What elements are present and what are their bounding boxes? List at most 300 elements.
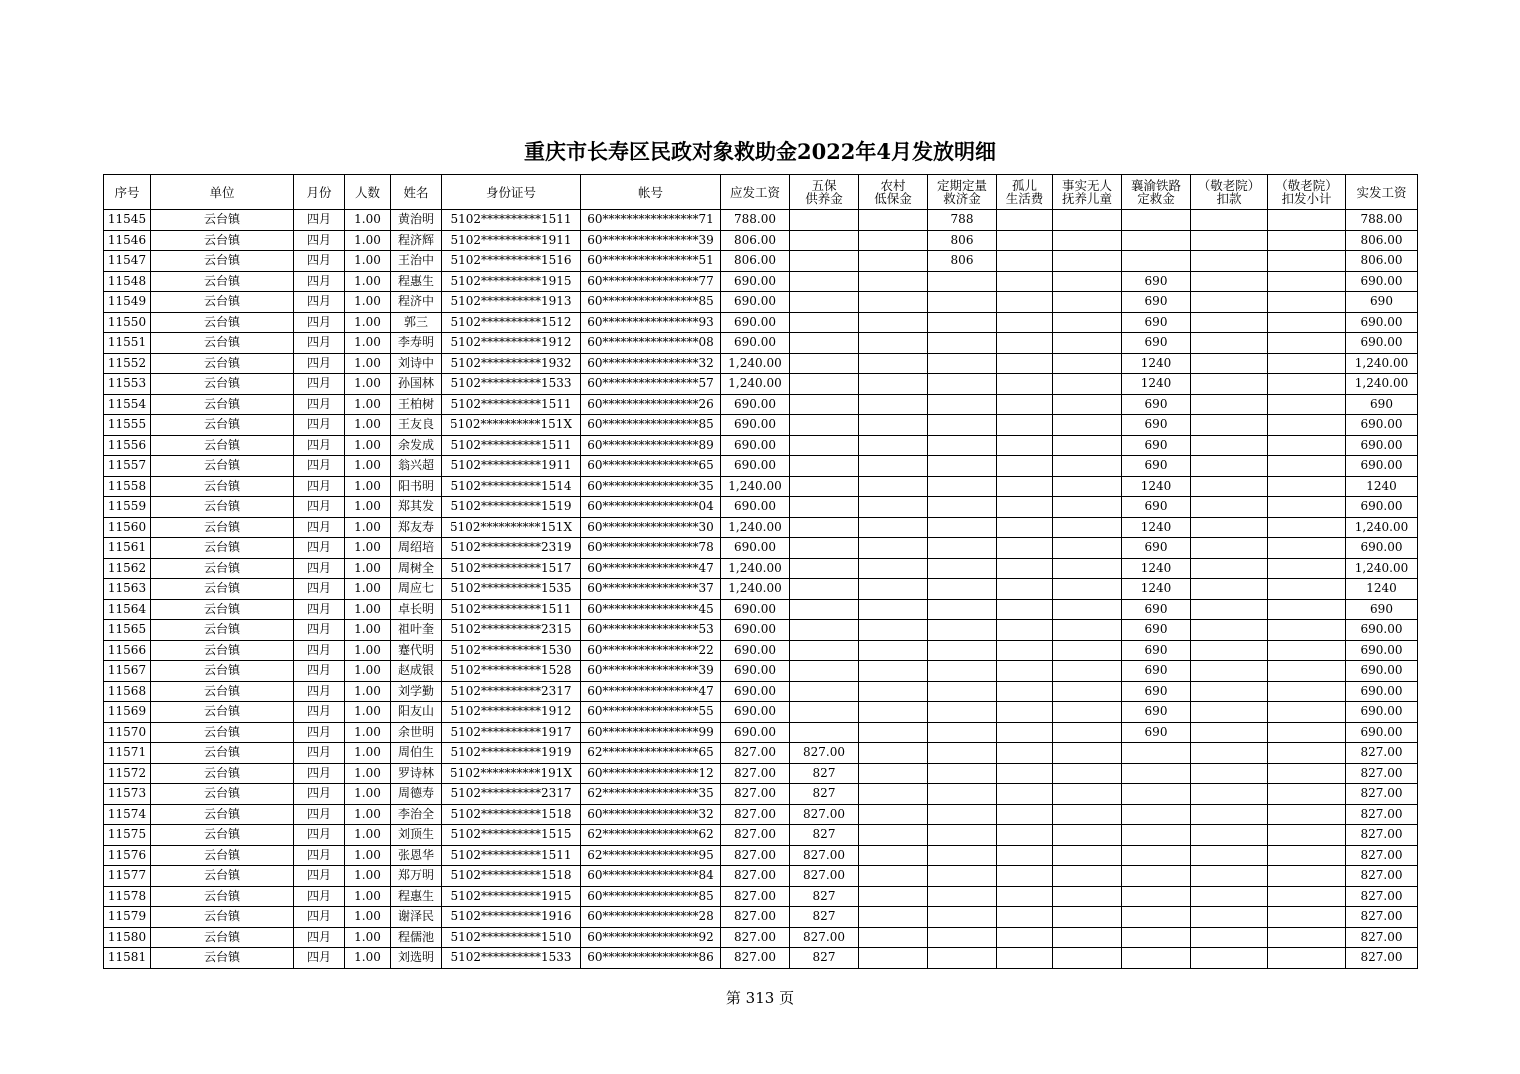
cell-account: 62****************62 [581, 825, 721, 846]
table-row [104, 456, 1418, 477]
cell-account: 60****************30 [581, 517, 721, 538]
cell-month: 四月 [294, 538, 345, 559]
cell-guer [997, 722, 1053, 743]
cell-seq: 11554 [104, 394, 151, 415]
cell-guer [997, 517, 1053, 538]
cell-unit: 云台镇 [151, 415, 294, 436]
cell-account: 60****************85 [581, 886, 721, 907]
cell-jlykk [1191, 661, 1268, 682]
cell-payable: 806.00 [721, 230, 790, 251]
cell-jlykk [1191, 866, 1268, 887]
cell-dibao [859, 497, 928, 518]
column-header-label: 身份证号 [485, 184, 536, 200]
cell-unit: 云台镇 [151, 435, 294, 456]
cell-people: 1.00 [345, 948, 391, 969]
cell-jlykk [1191, 456, 1268, 477]
cell-wubao [790, 476, 859, 497]
cell-payable: 690.00 [721, 312, 790, 333]
cell-actual: 1240 [1346, 476, 1418, 497]
table-row [104, 620, 1418, 641]
cell-payable: 1,240.00 [721, 579, 790, 600]
cell-wubao: 827 [790, 907, 859, 928]
cell-dingqi [928, 271, 997, 292]
table-row [104, 353, 1418, 374]
column-header-jlyxj [1268, 175, 1346, 210]
cell-shishi [1053, 353, 1122, 374]
cell-dibao [859, 210, 928, 231]
table-row [104, 394, 1418, 415]
cell-jlykk [1191, 927, 1268, 948]
cell-jlyxj [1268, 558, 1346, 579]
cell-account: 60****************85 [581, 415, 721, 436]
cell-account: 60****************22 [581, 640, 721, 661]
cell-seq: 11566 [104, 640, 151, 661]
column-header-label: （敬老院） [1275, 178, 1338, 193]
cell-name: 黄治明 [391, 210, 442, 231]
cell-dibao [859, 333, 928, 354]
cell-shishi [1053, 312, 1122, 333]
cell-account: 60****************37 [581, 579, 721, 600]
cell-account: 60****************45 [581, 599, 721, 620]
cell-dingqi [928, 517, 997, 538]
cell-seq: 11551 [104, 333, 151, 354]
cell-actual: 827.00 [1346, 845, 1418, 866]
cell-jlykk [1191, 620, 1268, 641]
cell-seq: 11560 [104, 517, 151, 538]
table-row [104, 722, 1418, 743]
cell-wubao [790, 210, 859, 231]
column-header-label: 农村 [880, 178, 906, 193]
cell-jlyxj [1268, 497, 1346, 518]
cell-seq: 11553 [104, 374, 151, 395]
cell-dingqi [928, 599, 997, 620]
cell-account: 60****************57 [581, 374, 721, 395]
cell-dibao [859, 579, 928, 600]
cell-payable: 690.00 [721, 497, 790, 518]
cell-unit: 云台镇 [151, 210, 294, 231]
cell-id: 5102**********1516 [442, 251, 581, 272]
cell-actual: 690.00 [1346, 312, 1418, 333]
cell-actual: 1240 [1346, 579, 1418, 600]
cell-wubao [790, 681, 859, 702]
cell-xiangyu [1122, 251, 1191, 272]
cell-guer [997, 620, 1053, 641]
cell-wubao [790, 538, 859, 559]
cell-shishi [1053, 271, 1122, 292]
cell-payable: 690.00 [721, 415, 790, 436]
cell-shishi [1053, 415, 1122, 436]
cell-jlykk [1191, 722, 1268, 743]
cell-dingqi [928, 743, 997, 764]
cell-seq: 11578 [104, 886, 151, 907]
cell-payable: 827.00 [721, 804, 790, 825]
cell-unit: 云台镇 [151, 640, 294, 661]
cell-xiangyu: 690 [1122, 620, 1191, 641]
cell-payable: 690.00 [721, 435, 790, 456]
cell-xiangyu [1122, 845, 1191, 866]
cell-id: 5102**********1915 [442, 886, 581, 907]
cell-dingqi: 788 [928, 210, 997, 231]
cell-shishi [1053, 845, 1122, 866]
cell-account: 60****************35 [581, 476, 721, 497]
cell-wubao [790, 374, 859, 395]
cell-actual: 1,240.00 [1346, 353, 1418, 374]
cell-wubao [790, 620, 859, 641]
cell-xiangyu: 690 [1122, 661, 1191, 682]
cell-xiangyu [1122, 784, 1191, 805]
column-header-dibao [859, 175, 928, 210]
cell-wubao [790, 292, 859, 313]
cell-actual: 827.00 [1346, 886, 1418, 907]
cell-month: 四月 [294, 661, 345, 682]
cell-jlyxj [1268, 210, 1346, 231]
cell-seq: 11581 [104, 948, 151, 969]
cell-dingqi [928, 456, 997, 477]
cell-guer [997, 907, 1053, 928]
cell-guer [997, 538, 1053, 559]
table-row [104, 866, 1418, 887]
cell-jlyxj [1268, 845, 1346, 866]
cell-month: 四月 [294, 907, 345, 928]
cell-jlyxj [1268, 271, 1346, 292]
cell-seq: 11576 [104, 845, 151, 866]
cell-seq: 11557 [104, 456, 151, 477]
table-row [104, 558, 1418, 579]
cell-guer [997, 661, 1053, 682]
cell-name: 祖叶奎 [391, 620, 442, 641]
cell-wubao: 827.00 [790, 927, 859, 948]
table-row [104, 640, 1418, 661]
cell-shishi [1053, 948, 1122, 969]
cell-jlykk [1191, 804, 1268, 825]
column-header-label: 人数 [354, 184, 380, 200]
cell-actual: 690 [1346, 292, 1418, 313]
cell-seq: 11577 [104, 866, 151, 887]
cell-seq: 11552 [104, 353, 151, 374]
cell-jlykk [1191, 497, 1268, 518]
cell-dibao [859, 292, 928, 313]
cell-jlykk [1191, 558, 1268, 579]
cell-month: 四月 [294, 456, 345, 477]
cell-people: 1.00 [345, 784, 391, 805]
cell-unit: 云台镇 [151, 661, 294, 682]
cell-account: 60****************39 [581, 230, 721, 251]
cell-xiangyu [1122, 886, 1191, 907]
cell-xiangyu [1122, 230, 1191, 251]
cell-jlyxj [1268, 415, 1346, 436]
cell-seq: 11569 [104, 702, 151, 723]
cell-wubao [790, 435, 859, 456]
table-row [104, 435, 1418, 456]
cell-dibao [859, 702, 928, 723]
cell-dibao [859, 927, 928, 948]
cell-actual: 827.00 [1346, 866, 1418, 887]
cell-name: 罗诗林 [391, 763, 442, 784]
cell-unit: 云台镇 [151, 497, 294, 518]
cell-actual: 827.00 [1346, 804, 1418, 825]
cell-shishi [1053, 702, 1122, 723]
cell-people: 1.00 [345, 722, 391, 743]
cell-id: 5102**********1511 [442, 435, 581, 456]
column-header-sublabel: 救济金 [943, 191, 981, 206]
cell-account: 60****************89 [581, 435, 721, 456]
cell-jlyxj [1268, 374, 1346, 395]
cell-dibao [859, 948, 928, 969]
table-row [104, 927, 1418, 948]
cell-guer [997, 825, 1053, 846]
cell-month: 四月 [294, 620, 345, 641]
cell-name: 刘选明 [391, 948, 442, 969]
cell-name: 刘顶生 [391, 825, 442, 846]
cell-seq: 11558 [104, 476, 151, 497]
cell-people: 1.00 [345, 210, 391, 231]
cell-guer [997, 927, 1053, 948]
payment-table [103, 174, 1418, 969]
cell-jlykk [1191, 948, 1268, 969]
cell-unit: 云台镇 [151, 312, 294, 333]
cell-guer [997, 681, 1053, 702]
cell-account: 60****************99 [581, 722, 721, 743]
cell-jlykk [1191, 845, 1268, 866]
table-row [104, 374, 1418, 395]
cell-month: 四月 [294, 415, 345, 436]
cell-people: 1.00 [345, 497, 391, 518]
cell-account: 60****************39 [581, 661, 721, 682]
column-header-label: 月份 [306, 184, 332, 200]
cell-actual: 1,240.00 [1346, 517, 1418, 538]
cell-payable: 827.00 [721, 743, 790, 764]
cell-payable: 827.00 [721, 907, 790, 928]
cell-shishi [1053, 435, 1122, 456]
cell-guer [997, 845, 1053, 866]
cell-jlykk [1191, 292, 1268, 313]
cell-xiangyu [1122, 866, 1191, 887]
cell-guer [997, 394, 1053, 415]
cell-xiangyu [1122, 804, 1191, 825]
cell-jlyxj [1268, 661, 1346, 682]
cell-seq: 11575 [104, 825, 151, 846]
cell-month: 四月 [294, 558, 345, 579]
cell-month: 四月 [294, 640, 345, 661]
cell-jlykk [1191, 743, 1268, 764]
cell-dingqi [928, 435, 997, 456]
cell-guer [997, 333, 1053, 354]
cell-wubao [790, 599, 859, 620]
cell-name: 余发成 [391, 435, 442, 456]
cell-dingqi [928, 312, 997, 333]
cell-jlyxj [1268, 435, 1346, 456]
cell-xiangyu: 1240 [1122, 579, 1191, 600]
cell-actual: 690.00 [1346, 702, 1418, 723]
cell-wubao [790, 353, 859, 374]
cell-name: 郑其发 [391, 497, 442, 518]
cell-people: 1.00 [345, 538, 391, 559]
cell-dibao [859, 230, 928, 251]
cell-people: 1.00 [345, 579, 391, 600]
cell-id: 5102**********1912 [442, 333, 581, 354]
cell-unit: 云台镇 [151, 599, 294, 620]
cell-name: 周应七 [391, 579, 442, 600]
cell-wubao [790, 230, 859, 251]
cell-seq: 11570 [104, 722, 151, 743]
cell-xiangyu: 690 [1122, 456, 1191, 477]
cell-people: 1.00 [345, 661, 391, 682]
cell-payable: 690.00 [721, 702, 790, 723]
cell-id: 5102**********1511 [442, 845, 581, 866]
cell-people: 1.00 [345, 435, 391, 456]
cell-wubao [790, 497, 859, 518]
cell-shishi [1053, 579, 1122, 600]
cell-month: 四月 [294, 927, 345, 948]
cell-id: 5102**********1932 [442, 353, 581, 374]
cell-id: 5102**********1511 [442, 599, 581, 620]
cell-actual: 827.00 [1346, 907, 1418, 928]
cell-dibao [859, 681, 928, 702]
table-row [104, 476, 1418, 497]
cell-people: 1.00 [345, 353, 391, 374]
cell-jlykk [1191, 907, 1268, 928]
cell-actual: 806.00 [1346, 230, 1418, 251]
cell-jlykk [1191, 230, 1268, 251]
cell-jlyxj [1268, 353, 1346, 374]
cell-people: 1.00 [345, 886, 391, 907]
cell-account: 60****************04 [581, 497, 721, 518]
cell-guer [997, 497, 1053, 518]
cell-name: 郑万明 [391, 866, 442, 887]
column-header-sublabel: 抚养儿童 [1061, 191, 1112, 206]
cell-unit: 云台镇 [151, 763, 294, 784]
cell-name: 李寿明 [391, 333, 442, 354]
cell-xiangyu [1122, 210, 1191, 231]
cell-people: 1.00 [345, 702, 391, 723]
cell-unit: 云台镇 [151, 251, 294, 272]
cell-actual: 827.00 [1346, 927, 1418, 948]
cell-account: 60****************93 [581, 312, 721, 333]
cell-guer [997, 210, 1053, 231]
cell-people: 1.00 [345, 292, 391, 313]
table-row [104, 845, 1418, 866]
cell-month: 四月 [294, 743, 345, 764]
cell-xiangyu: 1240 [1122, 558, 1191, 579]
cell-seq: 11548 [104, 271, 151, 292]
cell-id: 5102**********1919 [442, 743, 581, 764]
cell-account: 60****************51 [581, 251, 721, 272]
column-header-wubao [790, 175, 859, 210]
cell-jlyxj [1268, 230, 1346, 251]
cell-xiangyu: 690 [1122, 640, 1191, 661]
cell-payable: 827.00 [721, 845, 790, 866]
cell-seq: 11573 [104, 784, 151, 805]
cell-seq: 11550 [104, 312, 151, 333]
cell-unit: 云台镇 [151, 394, 294, 415]
cell-xiangyu: 1240 [1122, 476, 1191, 497]
cell-payable: 690.00 [721, 292, 790, 313]
cell-actual: 827.00 [1346, 784, 1418, 805]
cell-unit: 云台镇 [151, 866, 294, 887]
cell-xiangyu: 690 [1122, 333, 1191, 354]
cell-guer [997, 579, 1053, 600]
cell-jlyxj [1268, 476, 1346, 497]
column-header-sublabel: 定救金 [1137, 191, 1175, 206]
cell-dingqi [928, 702, 997, 723]
table-row [104, 415, 1418, 436]
cell-people: 1.00 [345, 476, 391, 497]
cell-xiangyu [1122, 907, 1191, 928]
cell-guer [997, 702, 1053, 723]
cell-month: 四月 [294, 210, 345, 231]
cell-wubao [790, 456, 859, 477]
cell-wubao [790, 251, 859, 272]
cell-id: 5102**********1528 [442, 661, 581, 682]
cell-month: 四月 [294, 292, 345, 313]
cell-dingqi [928, 292, 997, 313]
cell-wubao [790, 558, 859, 579]
cell-xiangyu: 1240 [1122, 517, 1191, 538]
cell-jlykk [1191, 517, 1268, 538]
cell-name: 程惠生 [391, 886, 442, 907]
cell-account: 60****************65 [581, 456, 721, 477]
cell-seq: 11580 [104, 927, 151, 948]
cell-people: 1.00 [345, 251, 391, 272]
cell-id: 5102**********1916 [442, 907, 581, 928]
cell-seq: 11555 [104, 415, 151, 436]
cell-guer [997, 866, 1053, 887]
cell-people: 1.00 [345, 312, 391, 333]
cell-wubao [790, 312, 859, 333]
cell-jlyxj [1268, 312, 1346, 333]
cell-account: 60****************84 [581, 866, 721, 887]
cell-payable: 1,240.00 [721, 374, 790, 395]
cell-dibao [859, 394, 928, 415]
cell-xiangyu: 690 [1122, 292, 1191, 313]
cell-xiangyu: 690 [1122, 435, 1191, 456]
cell-people: 1.00 [345, 517, 391, 538]
column-header-unit [151, 175, 294, 210]
cell-payable: 788.00 [721, 210, 790, 231]
cell-actual: 690 [1346, 599, 1418, 620]
cell-xiangyu [1122, 763, 1191, 784]
cell-month: 四月 [294, 681, 345, 702]
cell-actual: 690.00 [1346, 456, 1418, 477]
cell-name: 谢泽民 [391, 907, 442, 928]
cell-dibao [859, 661, 928, 682]
cell-dingqi [928, 866, 997, 887]
cell-jlykk [1191, 415, 1268, 436]
cell-payable: 827.00 [721, 927, 790, 948]
cell-people: 1.00 [345, 927, 391, 948]
column-header-label: 应发工资 [729, 184, 780, 200]
cell-unit: 云台镇 [151, 702, 294, 723]
cell-dingqi [928, 640, 997, 661]
cell-guer [997, 948, 1053, 969]
cell-payable: 690.00 [721, 681, 790, 702]
cell-jlyxj [1268, 456, 1346, 477]
cell-seq: 11559 [104, 497, 151, 518]
cell-jlykk [1191, 886, 1268, 907]
cell-dingqi [928, 558, 997, 579]
cell-unit: 云台镇 [151, 784, 294, 805]
cell-account: 60****************92 [581, 927, 721, 948]
page-number: 第 313 页 [725, 989, 795, 1007]
cell-name: 李治全 [391, 804, 442, 825]
cell-jlyxj [1268, 784, 1346, 805]
cell-payable: 690.00 [721, 661, 790, 682]
cell-seq: 11545 [104, 210, 151, 231]
cell-month: 四月 [294, 394, 345, 415]
cell-name: 程儒池 [391, 927, 442, 948]
cell-payable: 827.00 [721, 886, 790, 907]
cell-wubao [790, 702, 859, 723]
